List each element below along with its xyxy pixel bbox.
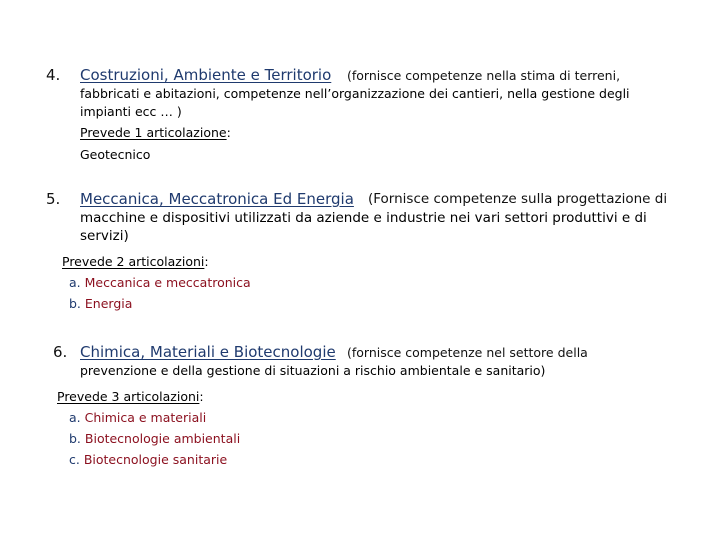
section-description-line: prevenzione e della gestione di situazioni a rischio ambientale e sanitario) bbox=[80, 363, 546, 378]
section-title: Costruzioni, Ambiente e Territorio bbox=[80, 66, 332, 84]
item-letter: b. bbox=[69, 431, 85, 446]
articolazione-item bbox=[69, 296, 132, 311]
section-description-first: (fornisce competenze nel settore della bbox=[347, 345, 588, 360]
prevede-line bbox=[80, 125, 231, 140]
item-text: Biotecnologie sanitarie bbox=[83, 452, 228, 467]
section-description-line: macchine e dispositivi utilizzati da aziende e industrie nei vari settori produttivi e di bbox=[80, 210, 647, 226]
item-text: Chimica e materiali bbox=[84, 410, 207, 425]
section-number: 4. bbox=[46, 66, 61, 84]
item-text: Energia bbox=[84, 296, 133, 311]
prevede-line bbox=[57, 389, 204, 404]
prevede-line bbox=[62, 254, 209, 269]
section-description-line: fabbricati e abitazioni, competenze nell’organizzazione dei cantieri, nella gestione degli bbox=[80, 86, 630, 101]
section-description-first: (Fornisce competenze sulla progettazione di bbox=[368, 191, 668, 207]
section-number: 5. bbox=[46, 190, 61, 208]
section-number: 6. bbox=[53, 343, 68, 361]
articolazione-item: Geotecnico bbox=[80, 147, 151, 162]
item-letter: a. bbox=[69, 275, 85, 290]
prevede-colon: : bbox=[226, 125, 231, 140]
section-title: Meccanica, Meccatronica Ed Energia bbox=[80, 190, 354, 208]
item-letter: a. bbox=[69, 410, 85, 425]
articolazione-item bbox=[69, 410, 206, 425]
prevede-label: Prevede 3 articolazioni bbox=[57, 389, 200, 404]
articolazione-item bbox=[69, 452, 227, 467]
articolazione-item bbox=[69, 275, 251, 290]
section-description-line: servizi) bbox=[80, 228, 129, 244]
prevede-label: Prevede 2 articolazioni bbox=[62, 254, 205, 269]
prevede-colon: : bbox=[199, 389, 204, 404]
prevede-colon: : bbox=[204, 254, 209, 269]
section-title: Chimica, Materiali e Biotecnologie bbox=[80, 343, 336, 361]
item-text: Biotecnologie ambientali bbox=[84, 431, 241, 446]
item-text: Meccanica e meccatronica bbox=[84, 275, 251, 290]
articolazione-item bbox=[69, 431, 240, 446]
prevede-label: Prevede 1 articolazione bbox=[80, 125, 227, 140]
section-description-line: impianti ecc … ) bbox=[80, 104, 182, 119]
item-letter: c. bbox=[69, 452, 84, 467]
section-description-first: (fornisce competenze nella stima di terreni, bbox=[347, 68, 621, 83]
item-letter: b. bbox=[69, 296, 85, 311]
